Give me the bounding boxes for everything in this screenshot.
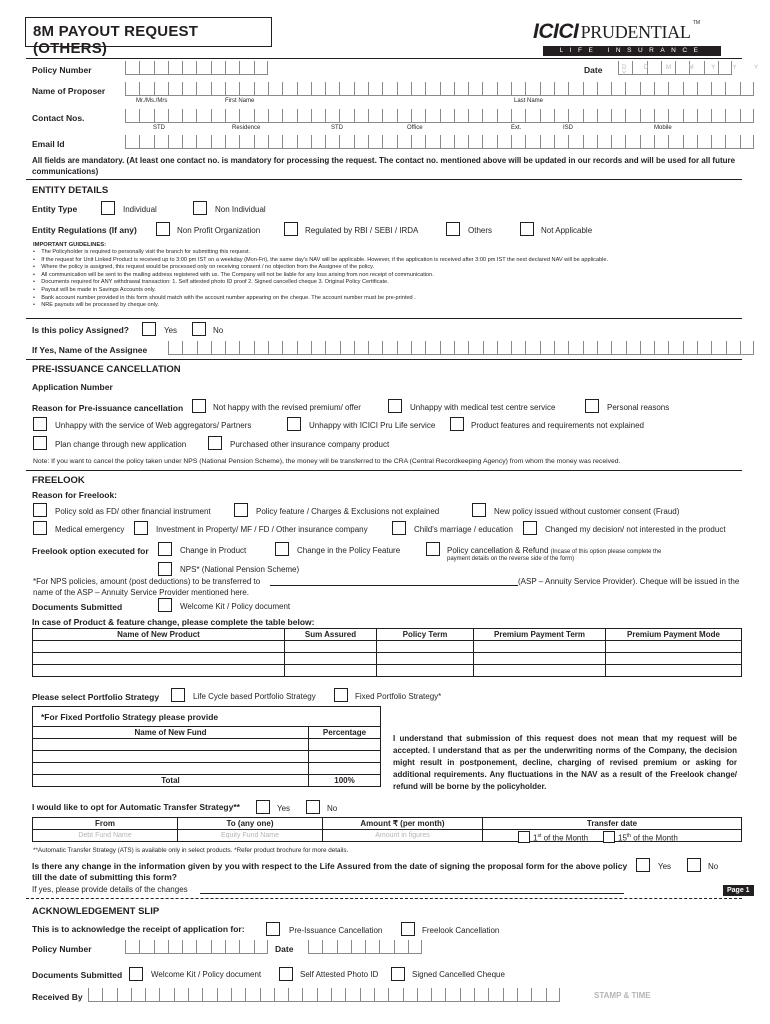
preissuance-reason-label: Reason for Pre-issuance cancellation xyxy=(32,403,184,413)
sold-as-fd-option: Policy sold as FD/ other financial instrument xyxy=(55,507,211,516)
nps-checkbox[interactable] xyxy=(158,562,172,576)
plan-change-checkbox[interactable] xyxy=(33,436,47,450)
change-yes-checkbox[interactable] xyxy=(636,858,650,872)
entity-regulation-label: Entity Regulations (If any) xyxy=(32,225,137,235)
ack-welcome-kit-option: Welcome Kit / Policy document xyxy=(151,970,262,979)
others-option: Others xyxy=(468,226,493,235)
guideline-item: • NRE payouts will be processed by cheque only. xyxy=(33,302,159,309)
col-percentage: Percentage xyxy=(309,727,381,739)
non-profit-option: Non Profit Organization xyxy=(177,226,261,235)
ack-photo-id-option: Self Attested Photo ID xyxy=(300,970,379,979)
freelook-exec-label: Freelook option executed for xyxy=(32,546,149,556)
ack-preissuance-option: Pre-Issuance Cancellation xyxy=(289,926,383,935)
entity-type-label: Entity Type xyxy=(32,204,78,214)
table-row[interactable] xyxy=(33,739,381,751)
charges-not-explained-checkbox[interactable] xyxy=(234,503,248,517)
ack-cheque-option: Signed Cancelled Cheque xyxy=(412,970,505,979)
table-row[interactable] xyxy=(33,665,742,677)
logo-tm: TM xyxy=(692,20,701,26)
nps-transfer-note-c: name of the ASP – Annuity Service Provider mentioned here. xyxy=(33,588,249,597)
product-table-intro: In case of Product & feature change, please complete the table below: xyxy=(32,617,315,627)
understanding-statement: I understand that submission of this request does not mean that my request will be accepted. I understand that as per the underwriting norms of the Company, the decision might result in postponement, decline, charging of revised premium or asking for additional requirements. Any fluctuations in the NAV as a result of the Freelook change/ refund will be borne by the policyholder. xyxy=(393,734,737,791)
col-amount: Amount ₹ (per month) xyxy=(323,818,483,830)
debt-fund-input[interactable]: Debt Fund Name xyxy=(33,830,178,842)
assigned-yes-checkbox[interactable] xyxy=(142,322,156,336)
logo-text-icici: ICICI xyxy=(533,20,579,43)
application-number-label: Application Number xyxy=(32,382,113,392)
ats-no-checkbox[interactable] xyxy=(306,800,320,814)
policy-cancellation-option: Policy cancellation & Refund (Incase of this option please complete the xyxy=(447,546,662,555)
nps-cancellation-note: Note: If you want to cancel the policy taken under NPS (National Pension Scheme), the money will be transferred to the CRA (Central Recordkeeping Agency) from whom the money was received. xyxy=(33,458,621,465)
contact-isd-caption: ISD xyxy=(563,125,574,131)
childs-marriage-checkbox[interactable] xyxy=(392,521,406,535)
ack-date-label: Date xyxy=(275,944,294,954)
date-placeholder: D D M M Y Y Y Y xyxy=(622,65,767,77)
change-product-checkbox[interactable] xyxy=(158,542,172,556)
change-yes-label: Yes xyxy=(658,862,672,871)
divider xyxy=(26,318,742,319)
non-individual-checkbox[interactable] xyxy=(193,201,207,215)
entity-details-heading: ENTITY DETAILS xyxy=(32,185,109,196)
individual-option: Individual xyxy=(123,205,157,214)
divider xyxy=(26,359,742,360)
guideline-item: • The Policyholder is required to personally visit the branch for submitting this request. xyxy=(33,249,251,255)
ats-no-label: No xyxy=(327,804,338,813)
logo-text-prudential: PRUDENTIAL xyxy=(580,22,691,42)
total-value: 100% xyxy=(309,775,381,787)
col-new-fund: Name of New Fund xyxy=(33,727,309,739)
medical-emergency-checkbox[interactable] xyxy=(33,521,47,535)
welcome-kit-option: Welcome Kit / Policy document xyxy=(180,602,291,611)
ack-cheque-checkbox[interactable] xyxy=(391,967,405,981)
fifteenth-of-month-checkbox[interactable] xyxy=(603,831,615,843)
guideline-item: • Payout will be made in Savings Accounts only. xyxy=(33,286,156,293)
other-company-option: Purchased other insurance company product xyxy=(230,440,390,449)
ack-preissuance-checkbox[interactable] xyxy=(266,922,280,936)
others-checkbox[interactable] xyxy=(446,222,460,236)
contact-office-caption: Office xyxy=(407,125,423,131)
proposer-last-caption: Last Name xyxy=(514,98,544,104)
mandatory-note: All fields are mandatory. (At least one contact no. is mandatory for processing the request. The contact no. mentioned above will be updated in our records and will be used for all future communications) xyxy=(32,156,736,176)
ack-freelook-checkbox[interactable] xyxy=(401,922,415,936)
col-policy-term: Policy Term xyxy=(377,629,474,641)
change-question: Is there any change in the information given by you with respect to the Life Assured from the date of signing the proposal form for the above policy xyxy=(32,861,628,871)
col-new-product: Name of New Product xyxy=(33,629,285,641)
fixed-portfolio-heading: *For Fixed Portfolio Strategy please provide xyxy=(41,712,219,722)
ats-header-row xyxy=(33,818,742,830)
divider xyxy=(26,179,742,180)
policy-number-boxes[interactable] xyxy=(125,61,268,75)
proposer-first-caption: First Name xyxy=(225,98,255,104)
without-consent-checkbox[interactable] xyxy=(472,503,486,517)
assigned-no-checkbox[interactable] xyxy=(192,322,206,336)
welcome-kit-checkbox[interactable] xyxy=(158,598,172,612)
nps-transfer-note: *For NPS policies, amount (post deductions) to be transferred to xyxy=(33,577,261,586)
guidelines-heading: IMPORTANT GUIDELINES: xyxy=(33,242,106,248)
ack-photo-id-checkbox[interactable] xyxy=(279,967,293,981)
form-title: 8M PAYOUT REQUEST (OTHERS) xyxy=(25,17,272,47)
freelook-docs-label: Documents Submitted xyxy=(32,602,123,612)
without-consent-option: New policy issued without customer consent (Fraud) xyxy=(494,507,680,516)
change-details-label: If yes, please provide details of the changes xyxy=(32,885,188,894)
freelook-heading: FREELOOK xyxy=(32,475,85,486)
sold-as-fd-checkbox[interactable] xyxy=(33,503,47,517)
ack-docs-label: Documents Submitted xyxy=(32,970,123,980)
date-label: Date xyxy=(584,65,603,75)
amount-input[interactable]: Amount in figures xyxy=(323,830,483,842)
life-cycle-checkbox[interactable] xyxy=(171,688,185,702)
received-by-label: Received By xyxy=(32,992,83,1002)
ats-yes-checkbox[interactable] xyxy=(256,800,270,814)
preissuance-heading: PRE-ISSUANCE CANCELLATION xyxy=(32,364,181,375)
revised-premium-option: Not happy with the revised premium/ offer xyxy=(213,403,361,412)
contact-boxes[interactable] xyxy=(125,109,754,123)
not-applicable-checkbox[interactable] xyxy=(520,222,534,236)
contact-label: Contact Nos. xyxy=(32,113,85,123)
other-company-checkbox[interactable] xyxy=(208,436,222,450)
childs-marriage-option: Child's marriage / education xyxy=(414,525,513,534)
assigned-no-label: No xyxy=(213,326,224,335)
portfolio-label: Please select Portfolio Strategy xyxy=(32,692,160,702)
assigned-yes-label: Yes xyxy=(164,326,178,335)
plan-change-option: Plan change through new application xyxy=(55,440,187,449)
ats-footnote: **Automatic Transfer Strategy (ATS) is available only in select products. *Refer product brochure for more details. xyxy=(33,847,349,854)
contact-residence-caption: Residence xyxy=(232,125,261,131)
guidelines-list xyxy=(33,249,741,310)
fixed-portfolio-option: Fixed Portfolio Strategy* xyxy=(355,692,442,701)
changed-decision-option: Changed my decision/ not interested in the product xyxy=(545,525,726,534)
not-applicable-option: Not Applicable xyxy=(541,226,593,235)
col-from: From xyxy=(33,818,178,830)
page-number-badge: Page 1 xyxy=(723,885,754,896)
received-by-boxes[interactable] xyxy=(88,988,560,1002)
changed-decision-checkbox[interactable] xyxy=(523,521,537,535)
fixed-portfolio-box xyxy=(32,706,381,726)
product-change-table xyxy=(32,628,742,677)
table-row[interactable] xyxy=(33,641,742,653)
investment-property-checkbox[interactable] xyxy=(134,521,148,535)
stamp-time-placeholder: STAMP & TIME xyxy=(594,991,651,1000)
ack-heading: ACKNOWLEDGEMENT SLIP xyxy=(32,906,160,917)
col-premium-mode: Premium Payment Mode xyxy=(606,629,742,641)
regulated-option: Regulated by RBI / SEBI / IRDA xyxy=(305,226,419,235)
non-profit-checkbox[interactable] xyxy=(156,222,170,236)
table-row[interactable] xyxy=(33,653,742,665)
ack-receipt-label: This is to acknowledge the receipt of application for: xyxy=(32,924,245,934)
personal-reasons-option: Personal reasons xyxy=(607,403,670,412)
equity-fund-input[interactable]: Equity Fund Name xyxy=(178,830,323,842)
individual-checkbox[interactable] xyxy=(101,201,115,215)
fund-table xyxy=(32,726,381,787)
charges-not-explained-option: Policy feature / Charges & Exclusions not explained xyxy=(256,507,440,516)
nps-option: NPS* (National Pension Scheme) xyxy=(180,565,300,574)
policy-cancellation-note: payment details on the reverse side of the form) xyxy=(447,556,575,562)
table-header-row xyxy=(33,629,742,641)
policy-cancellation-checkbox[interactable] xyxy=(426,542,440,556)
ats-yes-label: Yes xyxy=(277,804,291,813)
guideline-item: • Where the policy is assigned, this request would be processed only on receiving consent / no objection from the Assignee of the policy. xyxy=(33,264,375,271)
guideline-item: • Bank account number provided in this form should match with the account number appearing on the cheque. The account number must be pre-printed . xyxy=(33,294,416,301)
life-cycle-option: Life Cycle based Portfolio Strategy xyxy=(193,692,316,701)
total-row xyxy=(33,775,381,787)
assignee-name-boxes[interactable] xyxy=(168,341,754,355)
fifteenth-of-month-label: 15th of the Month xyxy=(618,833,678,843)
personal-reasons-checkbox[interactable] xyxy=(585,399,599,413)
email-label: Email Id xyxy=(32,139,65,149)
change-question-b: till the date of submitting this form? xyxy=(32,872,177,882)
web-aggregators-checkbox[interactable] xyxy=(33,417,47,431)
contact-std-caption: STD xyxy=(153,125,165,131)
medical-emergency-option: Medical emergency xyxy=(55,525,125,534)
investment-property-option: Investment in Property/ MF / FD / Other insurance company xyxy=(156,525,368,534)
policy-number-label: Policy Number xyxy=(32,65,92,75)
proposer-salutation-caption: Mr./Ms./Mrs xyxy=(136,98,168,104)
non-individual-option: Non Individual xyxy=(215,205,266,214)
col-sum-assured: Sum Assured xyxy=(285,629,377,641)
email-boxes[interactable] xyxy=(125,135,754,149)
nps-transfer-note-b: (ASP – Annuity Service Provider). Cheque will be issued in the xyxy=(518,577,740,586)
first-of-month-checkbox[interactable] xyxy=(518,831,530,843)
guideline-item: • Documents required for ANY withdrawal transaction: 1. Self attested photo ID proof 2. Signed cancelled cheque 3. Original Policy Certificate. xyxy=(33,279,389,286)
ack-policy-number-boxes[interactable] xyxy=(125,940,268,954)
change-no-checkbox[interactable] xyxy=(687,858,701,872)
change-no-label: No xyxy=(708,862,719,871)
table-row[interactable] xyxy=(33,763,381,775)
product-features-checkbox[interactable] xyxy=(450,417,464,431)
ack-policy-number-label: Policy Number xyxy=(32,944,92,954)
web-aggregators-option: Unhappy with the service of Web aggregators/ Partners xyxy=(55,421,252,430)
asp-name-line[interactable] xyxy=(270,585,518,586)
ats-question: I would like to opt for Automatic Transfer Strategy** xyxy=(32,802,240,812)
contact-mobile-caption: Mobile xyxy=(654,125,672,131)
logo-subtitle: LIFE INSURANCE xyxy=(543,46,721,56)
medical-centre-option: Unhappy with medical test centre service xyxy=(410,403,556,412)
assigned-question: Is this policy Assigned? xyxy=(32,325,129,335)
revised-premium-checkbox[interactable] xyxy=(192,399,206,413)
change-feature-checkbox[interactable] xyxy=(275,542,289,556)
total-label: Total xyxy=(33,775,309,787)
contact-std2-caption: STD xyxy=(331,125,343,131)
col-to: To (any one) xyxy=(178,818,323,830)
regulated-checkbox[interactable] xyxy=(284,222,298,236)
guideline-item: • If the request for Unit Linked Product is received up to 3:00 pm IST on a weekday (Mon-Fri), the same day's NAV will be applicable. However, if the application is received after 3:00 pm IST the next declared NAV will be applicable. xyxy=(33,256,609,263)
fund-header-row xyxy=(33,727,381,739)
first-of-month-label: 1st of the Month xyxy=(533,833,589,843)
col-transfer-date: Transfer date xyxy=(483,818,742,830)
icici-prudential-logo xyxy=(533,20,743,60)
proposer-label: Name of Proposer xyxy=(32,86,106,96)
change-details-line[interactable] xyxy=(200,893,624,894)
icici-service-option: Unhappy with ICICI Pru Life service xyxy=(309,421,436,430)
assignee-label: If Yes, Name of the Assignee xyxy=(32,345,148,355)
tear-line xyxy=(26,898,742,899)
divider xyxy=(26,58,742,59)
col-premium-term: Premium Payment Term xyxy=(474,629,606,641)
change-feature-option: Change in the Policy Feature xyxy=(297,546,401,555)
freelook-reason-label: Reason for Freelook: xyxy=(32,490,118,500)
ack-date-boxes[interactable] xyxy=(308,940,422,954)
divider xyxy=(26,470,742,471)
proposer-name-boxes[interactable] xyxy=(125,82,754,96)
contact-ext-caption: Ext. xyxy=(511,125,522,131)
change-product-option: Change in Product xyxy=(180,546,247,555)
medical-centre-checkbox[interactable] xyxy=(388,399,402,413)
product-features-option: Product features and requirements not explained xyxy=(471,421,644,430)
guideline-item: • All communication will be sent to the mailing address registered with us. The Company will not be liable for any loss arising from non receipt of communication. xyxy=(33,271,434,278)
ack-freelook-option: Freelook Cancellation xyxy=(422,926,500,935)
table-row[interactable] xyxy=(33,751,381,763)
icici-service-checkbox[interactable] xyxy=(287,417,301,431)
fixed-portfolio-checkbox[interactable] xyxy=(334,688,348,702)
ack-welcome-kit-checkbox[interactable] xyxy=(129,967,143,981)
